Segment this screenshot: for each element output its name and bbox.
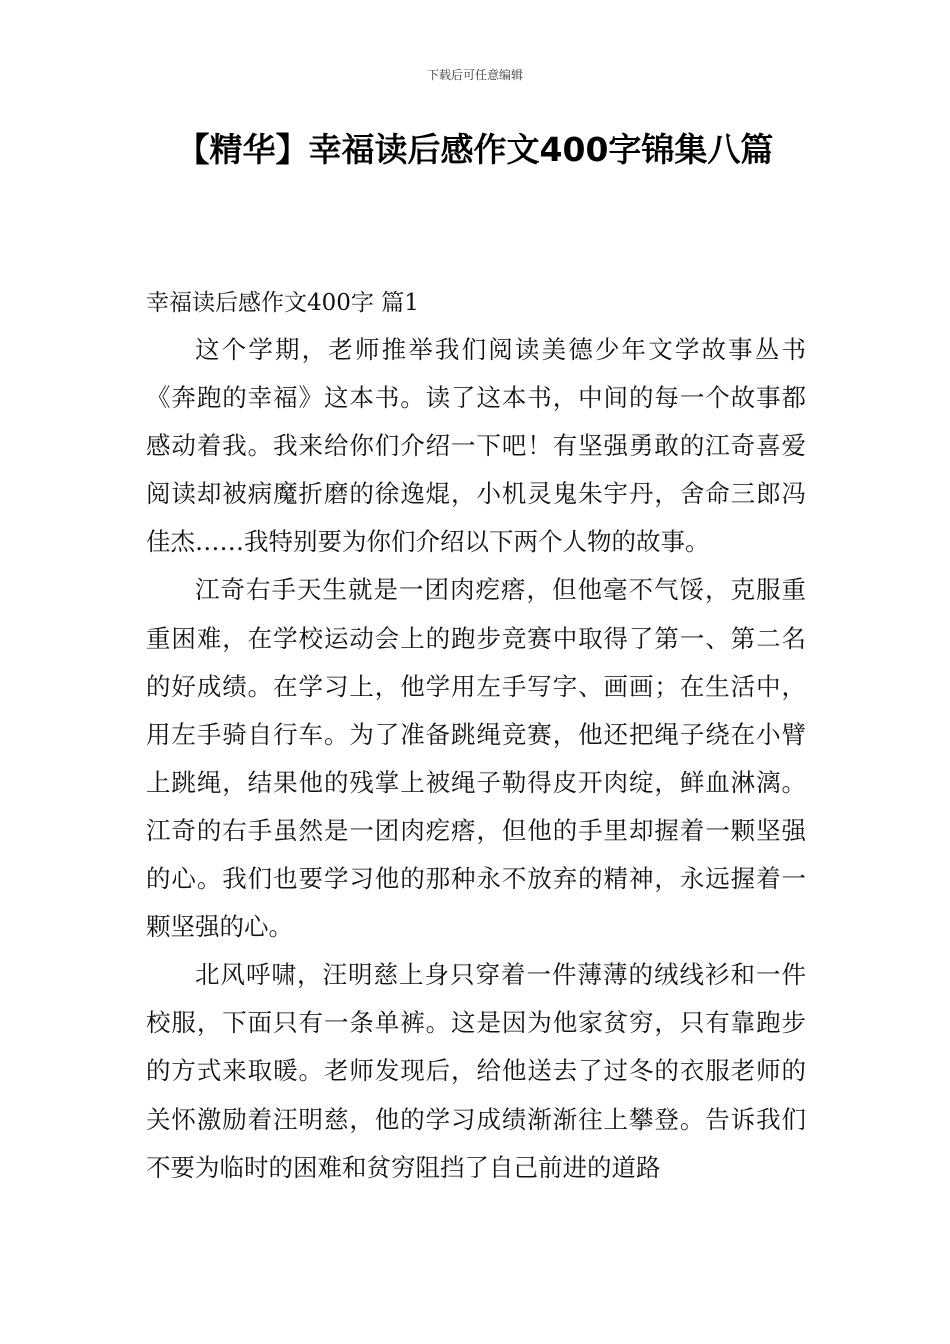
section-heading: 幸福读后感作文400字 篇1 [146,290,419,316]
paragraph-3: 北风呼啸，汪明慈上身只穿着一件薄薄的绒线衫和一件校服，下面只有一条单裤。这是因为他家贫穷，只有靠跑步的方式来取暖。老师发现后，给他送去了过冬的衣服老师的关怀激励着汪明慈，他的学习成绩渐渐往上攀登。告诉我们不要为临时的困难和贫穷阻挡了自己前进的道路 [146,960,806,1182]
paragraph-2: 江奇右手天生就是一团肉疙瘩，但他毫不气馁，克服重重困难，在学校运动会上的跑步竞赛中取得了第一、第二名的好成绩。在学习上，他学用左手写字、画画；在生活中，用左手骑自行车。为了准备跳绳竞赛，他还把绳子绕在小臂上跳绳，结果他的残掌上被绳子勒得皮开肉绽，鲜血淋漓。江奇的右手虽然是一团肉疙瘩，但他的手里却握着一颗坚强的心。我们也要学习他的那种永不放弃的精神，永远握着一颗坚强的心。 [146,575,806,942]
paragraph-1: 这个学期，老师推举我们阅读美德少年文学故事丛书《奔跑的幸福》这本书。读了这本书，中间的每一个故事都感动着我。我来给你们介绍一下吧！有坚强勇敢的江奇喜爱阅读却被病魔折磨的徐逸焜，小机灵鬼朱宇丹，舍命三郎冯佳杰……我特别要为你们介绍以下两个人物的故事。 [146,335,806,557]
article-body [146,326,806,1192]
document-title: 【精华】幸福读后感作文400字锦集八篇 [176,130,774,169]
header-note: 下载后可任意编辑 [426,68,523,82]
